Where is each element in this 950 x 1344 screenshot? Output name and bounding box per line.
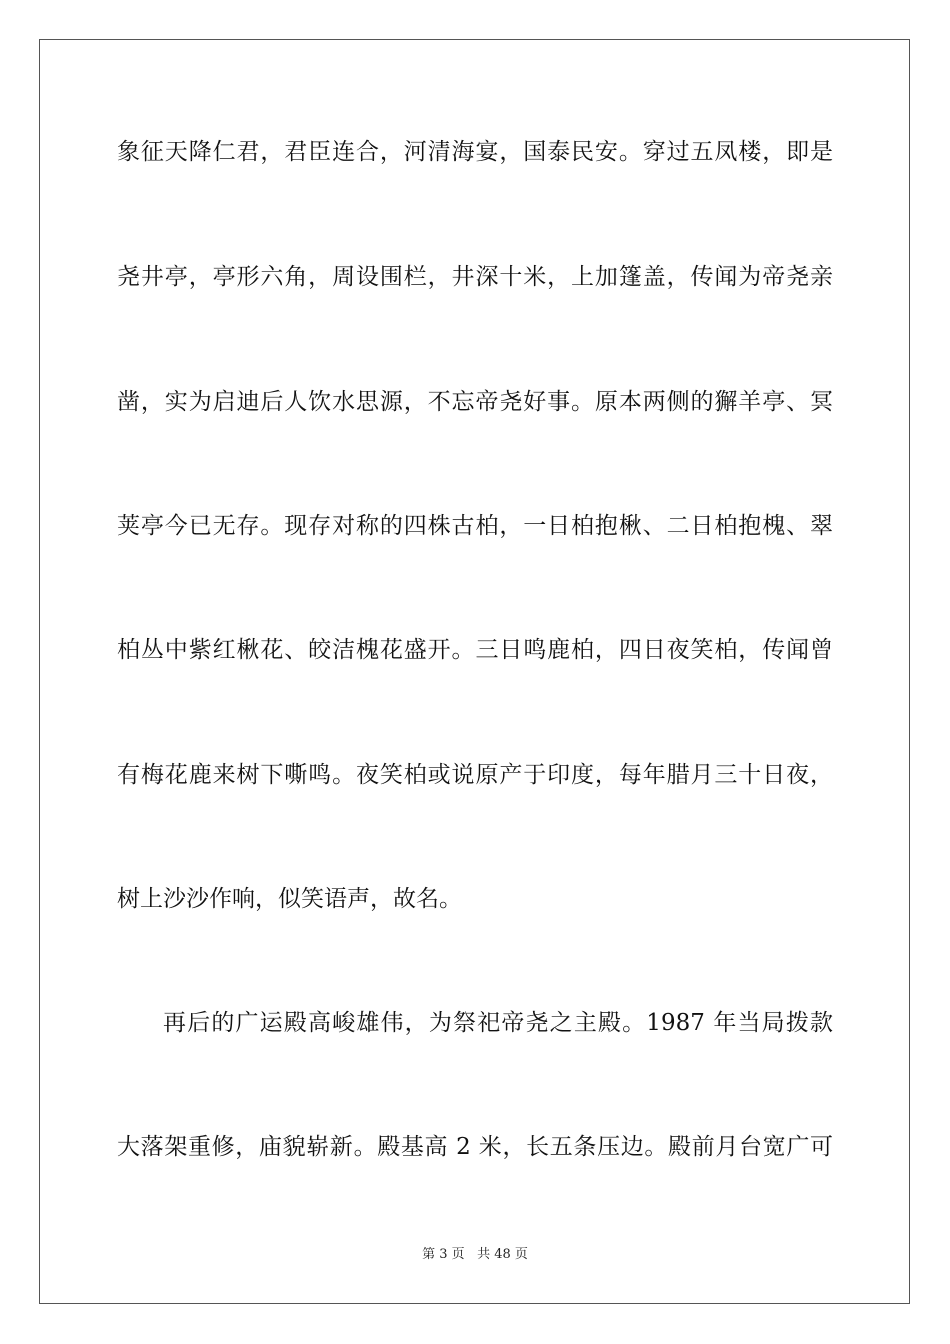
page-border bbox=[39, 39, 910, 1304]
body-line-2: 尧井亭，亭形六角，周设围栏，井深十米，上加篷盖，传闻为帝尧亲 bbox=[117, 264, 833, 290]
page-footer bbox=[0, 1246, 950, 1264]
body-line-7: 树上沙沙作响，似笑语声，故名。 bbox=[117, 886, 462, 912]
body-line-9: 大落架重修，庙貌崭新。殿基高 2 米，长五条压边。殿前月台宽广可 bbox=[117, 1134, 833, 1160]
body-line-8: 再后的广运殿高峻雄伟，为祭祀帝尧之主殿。1987 年当局拨款 bbox=[163, 1010, 833, 1036]
body-line-1: 象征天降仁君，君臣连合，河清海宴，国泰民安。穿过五凤楼，即是 bbox=[117, 139, 833, 165]
page-number: 第 3 页 bbox=[422, 1247, 465, 1262]
body-line-3: 凿，实为启迪后人饮水思源，不忘帝尧好事。原本两侧的獬羊亭、冥 bbox=[117, 389, 833, 415]
total-pages: 共 48 页 bbox=[477, 1247, 528, 1262]
body-line-5: 柏丛中紫红楸花、皎洁槐花盛开。三日鸣鹿柏，四日夜笑柏，传闻曾 bbox=[117, 637, 833, 663]
body-line-6: 有梅花鹿来树下嘶鸣。夜笑柏或说原产于印度，每年腊月三十日夜， bbox=[117, 762, 833, 788]
body-line-4: 荚亭今已无存。现存对称的四株古柏，一日柏抱楸、二日柏抱槐、翠 bbox=[117, 513, 833, 539]
footer-spacer bbox=[465, 1247, 477, 1262]
